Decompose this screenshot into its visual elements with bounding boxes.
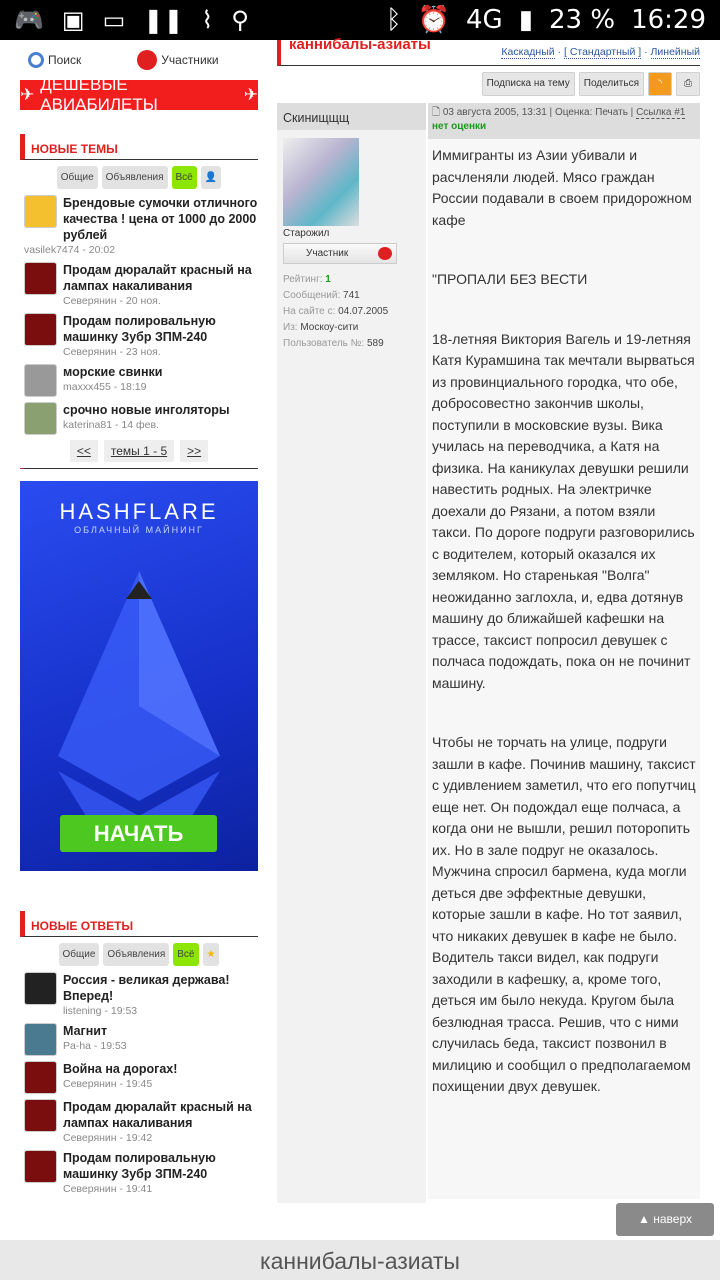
topic-meta: maxxx455 - 18:19 xyxy=(63,381,147,393)
members-link[interactable]: Участники xyxy=(161,53,219,67)
divider xyxy=(20,468,258,469)
reply-meta: Северянин - 19:41 xyxy=(63,1183,153,1195)
cheap-flights-banner[interactable] xyxy=(20,75,258,114)
avatar xyxy=(24,1150,57,1183)
section-title: НОВЫЕ ОТВЕТЫ xyxy=(20,911,258,937)
author-avatar xyxy=(283,138,359,226)
view-linear[interactable]: Линейный xyxy=(650,46,700,58)
filter-general[interactable]: Общие xyxy=(57,166,98,189)
avatar xyxy=(24,313,57,346)
avatar xyxy=(24,1061,57,1094)
group-badge xyxy=(283,243,397,264)
topic-area xyxy=(277,36,700,1203)
topic-meta: Северянин - 20 ноя. xyxy=(63,295,161,307)
post-paragraph: 18-летняя Виктория Вагель и 19-летняя Катя Курамшина так мечтали вырваться из провинциального городка, что обе, добросовестно закончив школы, поступили в московские вузы. Вика училась на переводчика, а Катя на физика. На каникулах девушки решили навестить родных. На электричке доехали до Рязани, а потом взяли такси. По дороге подруги разговорились с водителем, который оказался их земляком. Но старенькая "Волга" неожиданно заглохла, и, едва дотянув машину до ближайшей кафешки на трассе, таксист попросил девушек с полчаса подождать, пока он не починит машину. xyxy=(432,330,695,691)
avatar xyxy=(24,364,57,397)
reply-meta: Северянин - 19:42 xyxy=(63,1132,153,1144)
search-icon: ⚲ xyxy=(231,6,249,34)
battery-level: 23 % xyxy=(549,5,616,35)
filter-general[interactable]: Общие xyxy=(59,943,100,966)
reply-title[interactable]: Продам полировальную машинку Зубр ЗПМ-240 xyxy=(63,1151,216,1181)
list-item[interactable] xyxy=(20,402,258,435)
reply-meta: Северянин - 19:45 xyxy=(63,1078,153,1090)
clock: 16:29 xyxy=(631,5,706,35)
reply-meta: listening - 19:53 xyxy=(63,1005,138,1017)
chat-icon: ▭ xyxy=(102,6,126,34)
reply-title[interactable]: Россия - великая держава! Вперед! xyxy=(63,973,230,1003)
broom-icon: ⌇ xyxy=(201,6,214,34)
list-item[interactable] xyxy=(20,195,258,243)
from-label: Из: xyxy=(283,322,298,333)
scroll-top-button[interactable] xyxy=(616,1203,714,1236)
network-indicator: 4G xyxy=(465,5,503,35)
post-paragraph: Чтобы не торчать на улице, подруги зашли в кафе. Починив машину, таксист с удивлением заметил, что его попутчиц еще нет. Он подождал еще полчаса, а когда они не вышли, решил поторопить их. Но в зале подруг не оказалось. Мужчина спросил бармена, куда могли деться две эффектные девушки, которые зашли в кафе. Но тот заявил, что никаких девушек в кафе не было. Водитель такси видел, как подруги заходили в кафешку, а, кроме того, деться им было некуда. Кругом была безлюдная трасса. Решив, что с ними случилась беда, таксист позвонил в милицию и сообщил о предполагаемом похищении двух девушек. xyxy=(432,734,696,1094)
rss-icon[interactable]: ◝ xyxy=(648,72,672,96)
filter-all[interactable]: Всё xyxy=(172,166,197,189)
list-item[interactable] xyxy=(20,1023,258,1056)
post xyxy=(277,103,700,1203)
post-link[interactable]: Ссылка #1 xyxy=(636,107,686,118)
alarm-icon: ⏰ xyxy=(417,5,450,35)
page-title-bar: каннибалы-азиаты xyxy=(0,1240,720,1280)
post-paragraph: Иммигранты из Азии убивали и расчленяли людей. Мясо граждан России подавали в своем придорожном кафе xyxy=(432,147,692,228)
sidebar xyxy=(20,40,258,1240)
avatar xyxy=(24,402,57,435)
avatar xyxy=(24,972,57,1005)
list-item[interactable] xyxy=(20,1061,258,1094)
star-filter-icon[interactable]: ★ xyxy=(203,943,220,966)
group-label: Участник xyxy=(306,248,349,259)
user-filter-icon[interactable]: 👤 xyxy=(201,166,221,189)
print-icon[interactable]: ⎙ xyxy=(676,72,700,96)
ad-tagline: ОБЛАЧНЫЙ МАЙНИНГ xyxy=(74,525,204,535)
ethereum-icon xyxy=(20,561,258,821)
user-no-value: 589 xyxy=(366,338,384,349)
author-name[interactable]: Скинищщщ xyxy=(277,103,426,130)
avatar xyxy=(24,1023,57,1056)
message-icon: ▣ xyxy=(61,6,85,34)
list-item[interactable] xyxy=(20,1099,258,1145)
search-icon xyxy=(28,52,44,68)
reply-title[interactable]: Война на дорогах! xyxy=(63,1062,178,1076)
rating-value: 1 xyxy=(325,274,331,285)
rating-label: Оценка: xyxy=(554,107,593,118)
topic-title[interactable]: срочно новые инголяторы xyxy=(63,403,230,417)
filter-all[interactable]: Всё xyxy=(173,943,198,966)
prev-page-button[interactable]: << xyxy=(70,440,98,462)
rating-label: Рейтинг: xyxy=(283,274,323,285)
reply-title[interactable]: Продам дюралайт красный на лампах накаливания xyxy=(63,1100,252,1130)
user-no-label: Пользователь №: xyxy=(283,338,365,349)
pause-icon: ❚❚ xyxy=(143,6,184,34)
avatar xyxy=(24,262,57,295)
list-item[interactable] xyxy=(20,313,258,359)
from-value: Москоу-сити xyxy=(300,322,359,333)
view-cascade[interactable]: Каскадный xyxy=(501,46,555,58)
topic-title[interactable]: морские свинки xyxy=(63,365,163,379)
subscribe-button[interactable]: Подписка на тему xyxy=(482,72,575,96)
post-rating: нет оценки xyxy=(432,121,487,132)
bluetooth-icon: ᛒ xyxy=(386,5,402,35)
hashflare-ad[interactable] xyxy=(20,481,258,871)
gamepad-icon: 🎮 xyxy=(14,6,44,34)
share-button[interactable]: Поделиться xyxy=(579,72,644,96)
new-replies-section xyxy=(20,911,258,1201)
reply-meta: Pa-ha - 19:53 xyxy=(63,1040,127,1052)
filter-ads[interactable]: Объявления xyxy=(102,166,168,189)
author-rank: Старожил xyxy=(283,228,330,239)
since-value: 04.07.2005 xyxy=(338,306,389,317)
messages-label: Сообщений: xyxy=(283,290,341,301)
view-modes: Каскадный · [ Стандартный ] · Линейный xyxy=(501,46,700,58)
document-icon: 🗋 xyxy=(432,107,441,118)
print-link[interactable]: Печать xyxy=(595,107,628,118)
avatar xyxy=(24,195,57,228)
topic-meta: katerina81 - 14 фев. xyxy=(63,419,159,431)
topic-title[interactable]: Брендовые сумочки отличного качества ! цена от 1000 до 2000 рублей xyxy=(63,196,258,242)
list-item[interactable] xyxy=(20,1150,258,1196)
post-date: 03 августа 2005, 13:31 xyxy=(442,107,547,118)
page-label[interactable]: темы 1 - 5 xyxy=(104,440,174,462)
post-author-panel xyxy=(277,103,426,1203)
arrow-up-icon: ▲ xyxy=(638,1212,650,1226)
topic-title[interactable]: Продам дюралайт красный на лампах накаливания xyxy=(63,263,252,293)
search-link[interactable]: Поиск xyxy=(48,53,82,67)
list-item[interactable] xyxy=(20,364,258,397)
since-label: На сайте с: xyxy=(283,306,336,317)
messages-value: 741 xyxy=(343,290,360,301)
scroll-top-label: наверх xyxy=(653,1212,692,1226)
plane-icon: ✈ xyxy=(20,85,35,104)
post-body xyxy=(428,139,700,1199)
topic-meta: vasilek7474 - 20:02 xyxy=(24,244,116,256)
group-icon xyxy=(378,247,392,260)
plane-icon: ✈ xyxy=(243,85,258,104)
view-standard[interactable]: [ Стандартный ] xyxy=(563,46,642,58)
topic-title: каннибалы-азиаты xyxy=(289,36,431,53)
members-icon xyxy=(137,50,157,70)
topic-meta: Северянин - 23 ноя. xyxy=(63,346,161,358)
next-page-button[interactable]: >> xyxy=(180,440,208,462)
post-header: 🗋 03 августа 2005, 13:31 | Оценка: Печать | Ссылка #1 нет оценки xyxy=(428,103,700,139)
list-item[interactable] xyxy=(20,972,258,1018)
reply-title[interactable]: Магнит xyxy=(63,1024,108,1038)
section-title: НОВЫЕ ТЕМЫ xyxy=(20,134,258,160)
post-paragraph: "ПРОПАЛИ БЕЗ ВЕСТИ xyxy=(432,271,588,287)
avatar xyxy=(24,1099,57,1132)
start-button[interactable]: НАЧАТЬ xyxy=(60,815,217,852)
filter-ads[interactable]: Объявления xyxy=(103,943,169,966)
topic-title[interactable]: Продам полировальную машинку Зубр ЗПМ-240 xyxy=(63,314,216,344)
battery-icon: ▮ xyxy=(518,5,533,35)
banner-text: ДЕШЁВЫЕ АВИАБИЛЕТЫ xyxy=(40,75,158,114)
list-item[interactable] xyxy=(20,262,258,308)
ad-brand: HASHFLARE xyxy=(59,499,219,524)
